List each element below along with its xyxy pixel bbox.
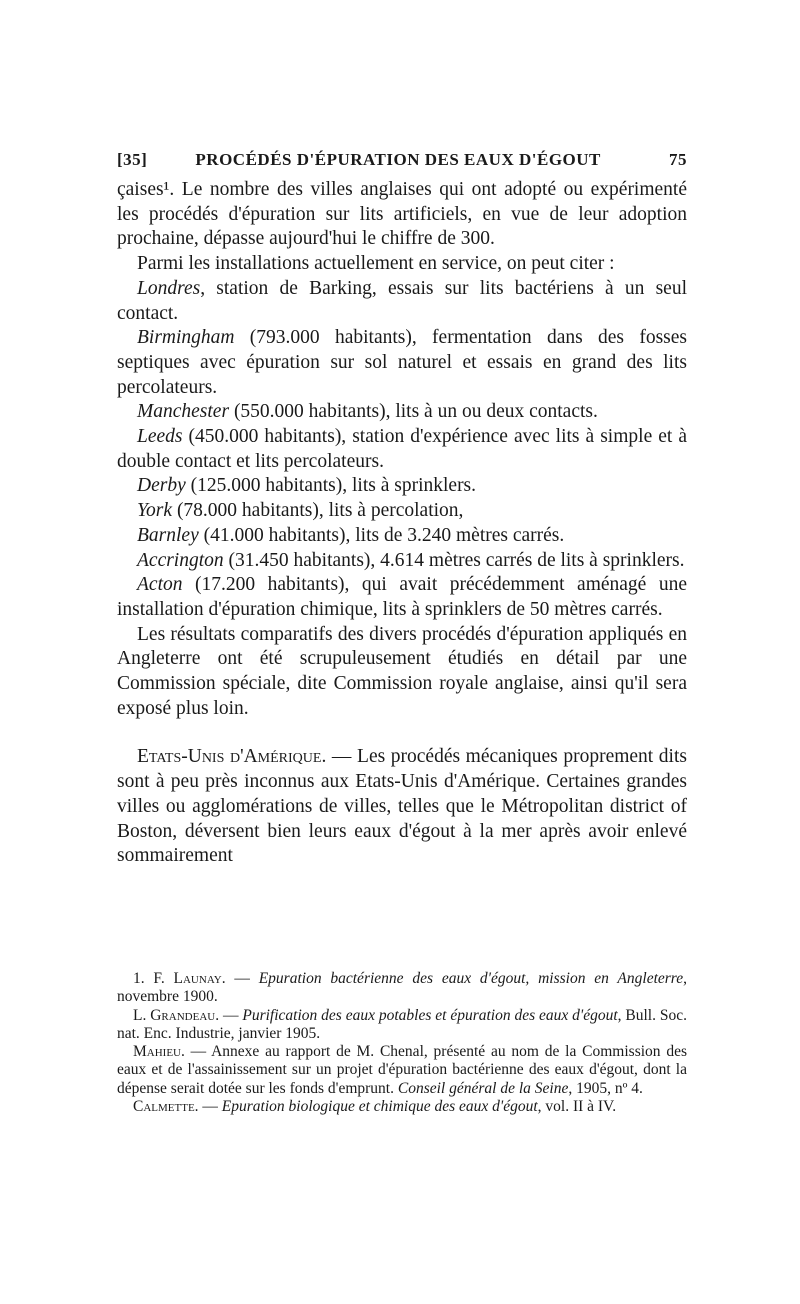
entry-text: , station de Barking, essais sur lits bactériens à un seul contact. <box>117 277 687 324</box>
city-name: York <box>137 500 173 522</box>
footnote-marker: L. <box>133 1006 147 1024</box>
entry-text: (550.000 habitants), lits à un ou deux contacts. <box>229 401 598 423</box>
entry-acton <box>117 573 687 622</box>
main-text <box>117 178 687 869</box>
footnote-separator: . — <box>194 1098 222 1116</box>
page-number: 75 <box>669 150 687 169</box>
section-number: [35] <box>117 150 148 169</box>
footnote-rest: , novembre 1900. <box>117 970 687 1006</box>
footnote-title: Epuration biologique et chimique des eaux d'égout <box>221 1098 538 1116</box>
footnote-title: Epuration bactérienne des eaux d'égout, mission en Angleterre <box>258 970 684 987</box>
footnote-separator: . — <box>215 1006 243 1024</box>
entry-leeds <box>117 425 687 474</box>
entry-birmingham <box>117 326 687 400</box>
footnote-mahieu <box>117 1043 687 1098</box>
city-name: Leeds <box>137 426 183 448</box>
section-heading-usa: Etats-Unis d'Amérique. <box>137 746 327 768</box>
footnote-rest: , 1905, nº 4. <box>568 1079 643 1097</box>
usa-text: — Les procédés mécaniques proprement dits sont à peu près inconnus aux Etats-Unis d'Amérique. Certaines grandes villes ou agglomérations de villes, telles que le Métropolitan district of Boston, déversent bien leurs eaux d'égout à la mer après avoir enlevé sommairement <box>117 746 687 867</box>
entry-londres <box>117 277 687 326</box>
footnote-rest: , Bull. Soc. nat. Enc. Industrie, janvier 1905. <box>117 1006 687 1042</box>
entry-york <box>117 499 687 524</box>
entry-text: (78.000 habitants), lits à percolation, <box>172 500 464 522</box>
entry-text: (450.000 habitants), station d'expérience avec lits à simple et à double contact et lits percolateurs. <box>117 426 687 472</box>
footnote-launay <box>117 970 687 1007</box>
running-title: PROCÉDÉS D'ÉPURATION DES EAUX D'ÉGOUT <box>195 150 601 169</box>
footnote-grandeau <box>117 1007 687 1044</box>
city-name: Londres <box>137 277 201 299</box>
city-name: Acton <box>137 574 183 596</box>
entry-accrington <box>117 549 687 574</box>
footnotes <box>117 970 687 1116</box>
city-name: Derby <box>137 475 186 497</box>
footnote-title: Conseil général de la Seine <box>397 1079 569 1097</box>
footnote-calmette <box>117 1098 687 1116</box>
paragraph-commission: Les résultats comparatifs des divers procédés d'épuration appliqués en Angleterre ont été scrupuleusement étudiés en détail par une Commission spéciale, dite Commission royale anglaise, ainsi qu'il sera exposé plus loin. <box>117 623 687 719</box>
entry-text: (31.450 habitants), 4.614 mètres carrés de lits à sprinklers. <box>223 549 685 571</box>
entry-text: (17.200 habitants), qui avait précédemment aménagé une installation d'épuration chimique, lits à sprinklers de 50 mètres carrés. <box>117 574 687 620</box>
entry-barnley <box>117 524 687 549</box>
footnote-marker: 1. F. <box>133 970 165 987</box>
footnote-rest: , vol. II à IV. <box>537 1098 617 1116</box>
city-name: Birmingham <box>137 327 235 349</box>
section-gap <box>117 721 687 745</box>
footnote-author: Calmette <box>133 1098 195 1116</box>
footnote-author: Launay <box>173 970 222 987</box>
footnote-text: . — Annexe au rapport de M. Chenal, présenté au nom de la Commission des eaux et de l'assainissement sur un projet d'épuration bactérienne des eaux d'égout, dont la dépense serait dotée sur les fonds d'emprunt. <box>117 1043 687 1097</box>
city-name: Accrington <box>137 549 224 571</box>
running-header <box>117 150 687 178</box>
footnote-separator: . — <box>221 970 259 987</box>
city-name: Barnley <box>137 524 199 546</box>
city-name: Manchester <box>137 401 230 423</box>
entry-text: (793.000 habitants), fermentation dans des fosses septiques avec épuration sur sol naturel et essais en grand des lits percolateurs. <box>117 327 687 398</box>
paragraph-intro: çaises¹. Le nombre des villes anglaises qui ont adopté ou expérimenté les procédés d'épuration sur lits artificiels, en vue de leur adoption prochaine, dépasse aujourd'hui le chiffre de 300. <box>117 179 687 250</box>
footnote-author: Grandeau <box>150 1006 216 1024</box>
footnote-title: Purification des eaux potables et épuration des eaux d'égout <box>242 1006 618 1024</box>
entry-text: (125.000 habitants), lits à sprinklers. <box>185 475 477 497</box>
paragraph-list-intro: Parmi les installations actuellement en service, on peut citer : <box>137 253 615 275</box>
entry-text: (41.000 habitants), lits de 3.240 mètres carrés. <box>198 524 565 546</box>
footnote-author: Mahieu <box>133 1043 181 1061</box>
page <box>117 150 687 869</box>
entry-manchester <box>117 400 687 425</box>
entry-derby <box>117 474 687 499</box>
paragraph-usa <box>117 745 687 869</box>
